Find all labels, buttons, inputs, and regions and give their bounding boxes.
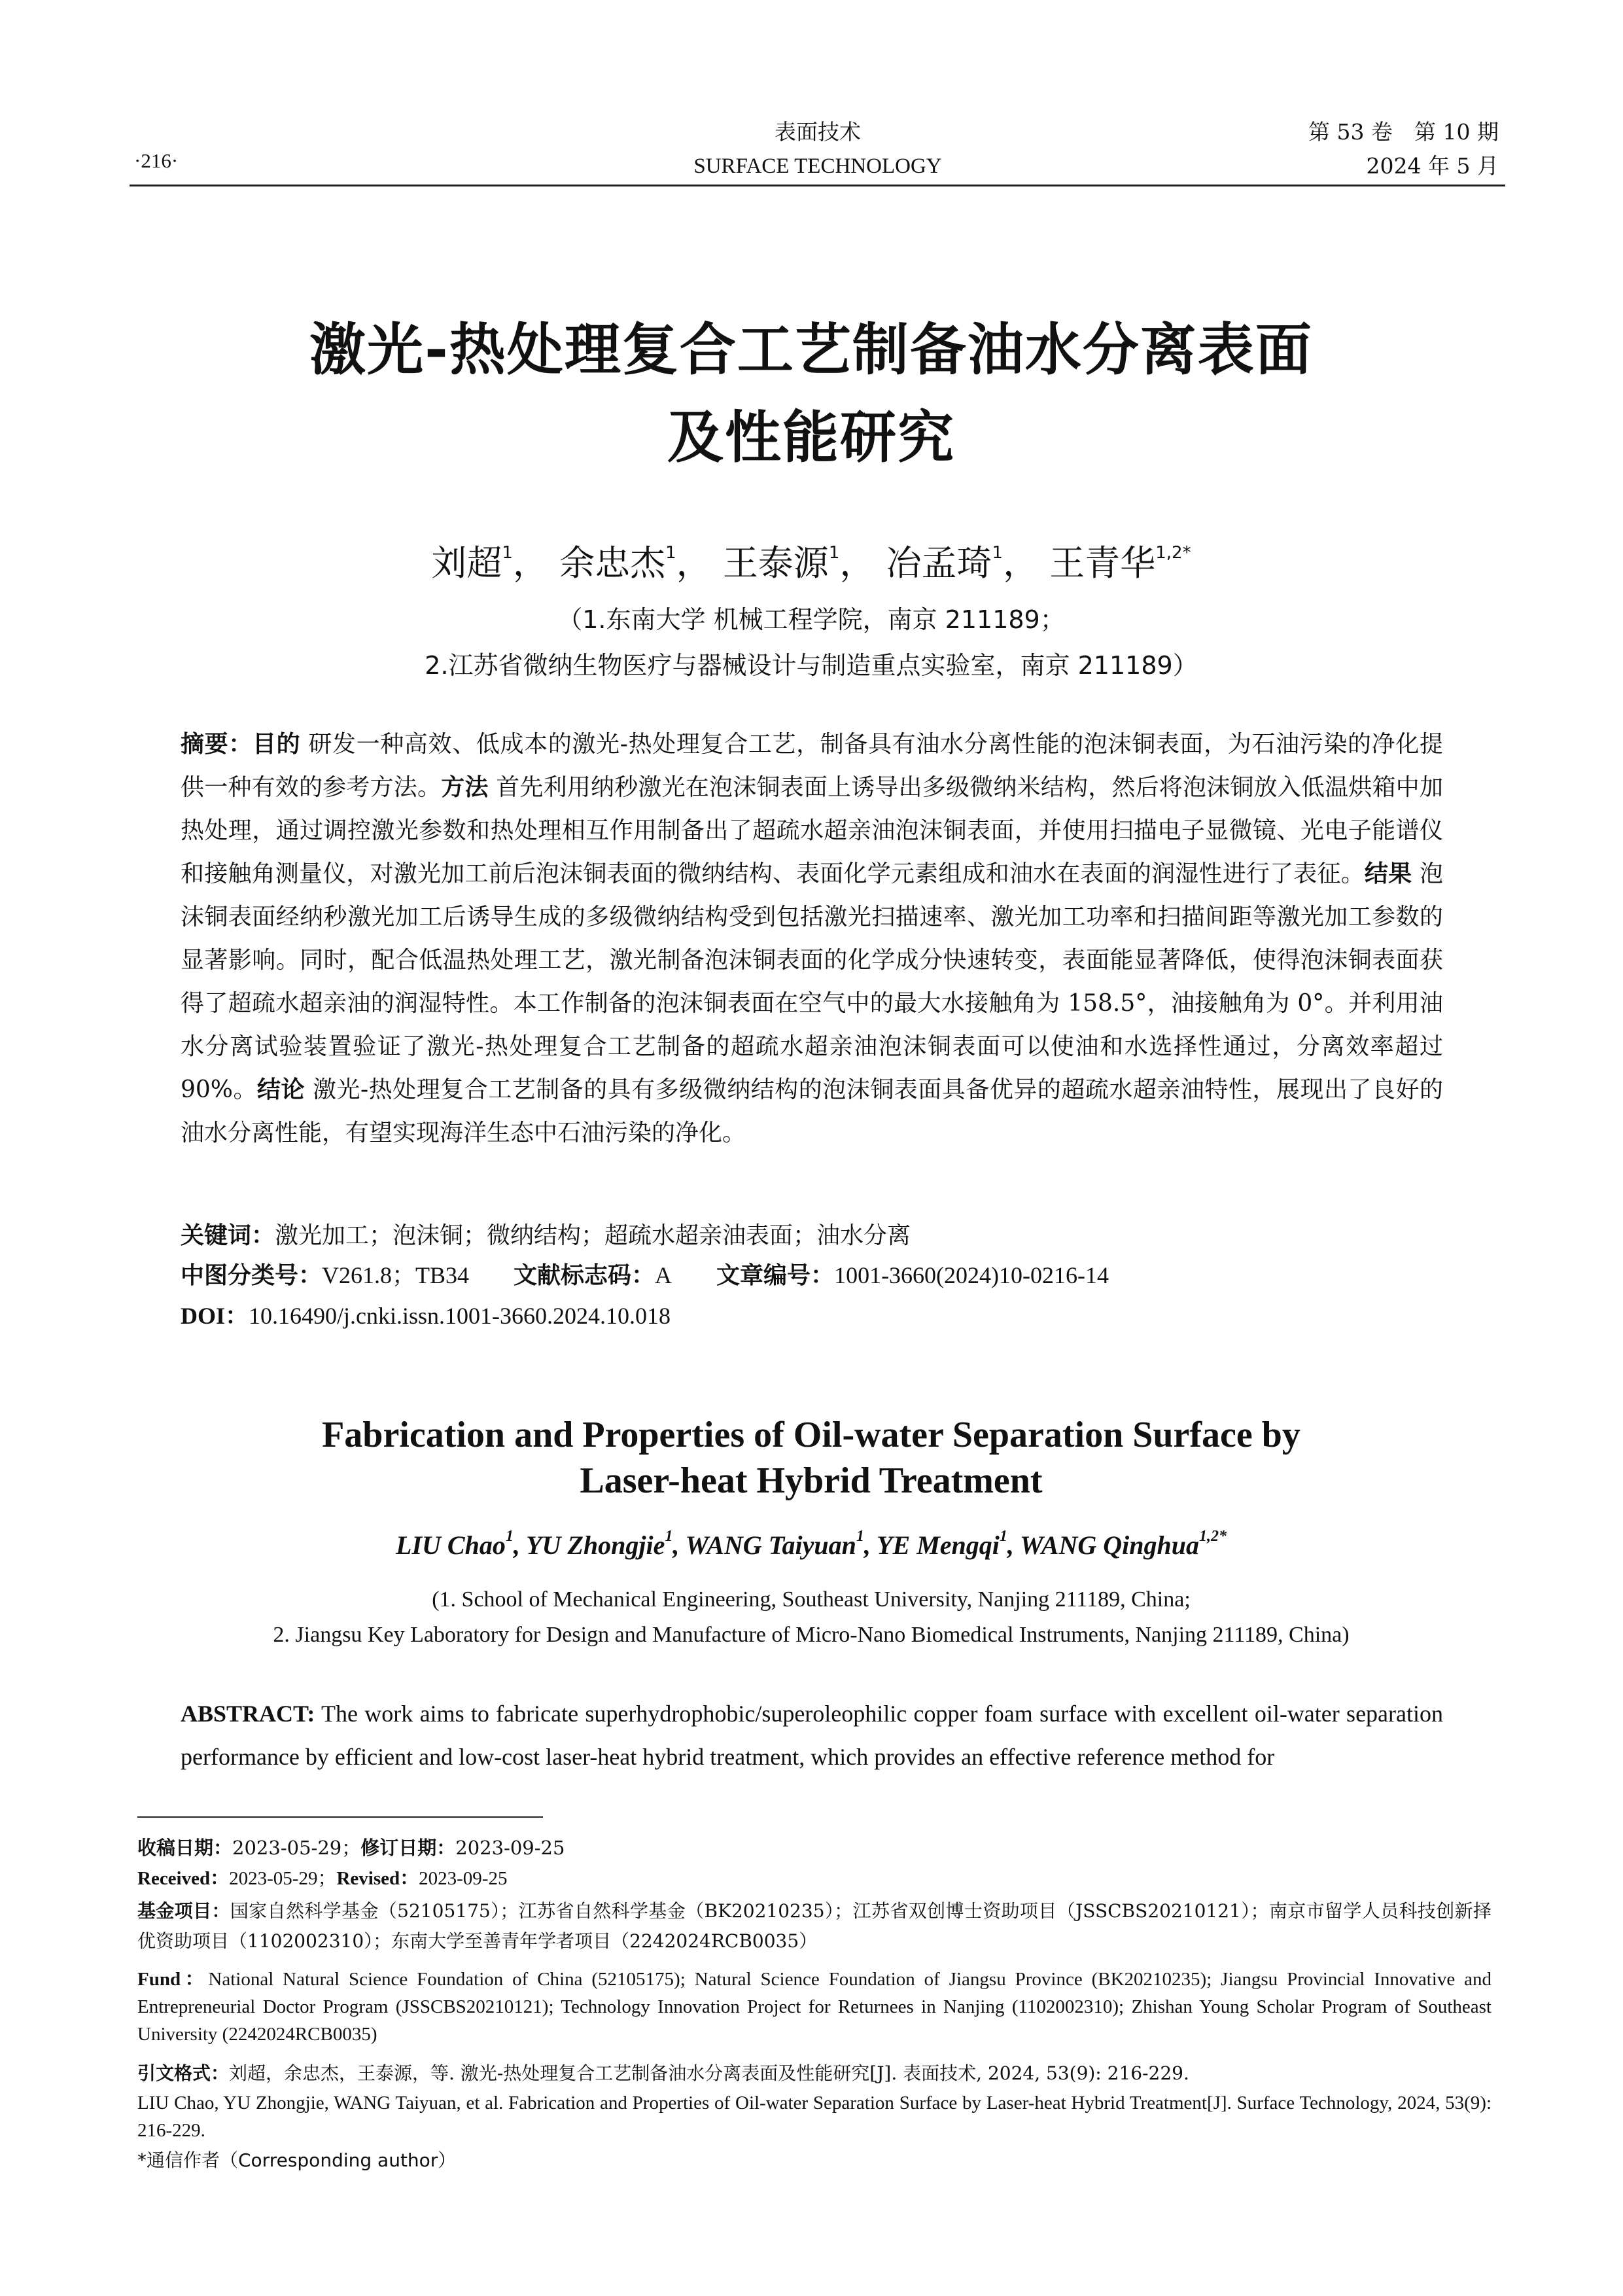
doc-code-value: A [655, 1262, 672, 1288]
citation-en: LIU Chao, YU Zhongjie, WANG Taiyuan, et al. Fabrication and Properties of Oil-water Separation Surface by Laser-heat Hybrid Treatment[J]. Surface Technology, 2024, 53(9): 216-229. [137, 2093, 1492, 2141]
journal-name-en: SURFACE TECHNOLOGY [693, 154, 942, 178]
issue-date: 2024 年 5 月 [1366, 153, 1499, 179]
revised-en-label: Revised： [336, 1868, 419, 1889]
citation-cn [137, 2060, 1492, 2087]
citation-cn-label: 引文格式： [137, 2062, 230, 2084]
abstract-label: 摘要： [181, 731, 253, 758]
article-no-label: 文章编号： [716, 1262, 835, 1289]
author-sup: 1 [999, 1528, 1007, 1545]
author-cn: 余忠杰 [559, 542, 666, 584]
received-en-label: Received： [137, 1868, 230, 1889]
affiliation-cn-line1: （1.东南大学 机械工程学院，南京 211189； [557, 605, 1065, 634]
abstract-en [181, 1692, 1443, 1778]
fund-en [137, 1966, 1492, 2048]
affiliation-en-line2: 2. Jiangsu Key Laboratory for Design and Manufacture of Micro-Nano Biomedical Instruments, Nanjing 211189, China) [273, 1623, 1350, 1647]
journal-header [680, 115, 955, 183]
author-sup: 1 [992, 543, 1003, 563]
footnote-rule [137, 1816, 543, 1818]
keywords-label: 关键词： [181, 1222, 275, 1249]
keywords [181, 1217, 1443, 1255]
fund-cn-label: 基金项目： [137, 1900, 230, 1922]
author-sup: 1 [828, 543, 840, 563]
page-number: ·216· [134, 149, 179, 172]
revised-cn-label: 修订日期： [360, 1837, 456, 1859]
purpose-text: 研发一种高效、低成本的激光-热处理复合工艺，制备具有油水分离性能的泡沫铜表面，为石油污染的净化提供一种有效的参考方法。 [181, 731, 1443, 801]
volume-issue: 第 53 卷 第 10 期 [1308, 119, 1499, 145]
author-en: YU Zhongjie [526, 1530, 665, 1560]
author-cn: 刘超 [431, 542, 502, 584]
author-cn: 王青华 [1049, 542, 1156, 584]
author-sup: 1,2* [1198, 1528, 1227, 1545]
conclusion-label: 结论 [257, 1076, 305, 1103]
clc-value: V261.8；TB34 [322, 1262, 470, 1288]
received-cn-date: 2023-05-29； [232, 1837, 361, 1859]
revised-en-date: 2023-09-25 [419, 1868, 508, 1889]
authors-cn: 刘超$^1$， 余忠杰$^1$， 王泰源$^1$， 冶孟琦$^1$， 王青华$^{1,2*}$ [431, 542, 1191, 584]
fund-en-label: Fund： [137, 1969, 209, 1990]
fund-cn-text: 国家自然科学基金（52105175）；江苏省自然科学基金（BK20210235）；江苏省双创博士资助项目（JSSCBS20210121）；南京市留学人员科技创新择优资助项目（1102002310）；东南大学至善青年学者项目（2242024RCB0035） [137, 1900, 1492, 1952]
author-en: YE Mengqi [877, 1530, 1000, 1560]
doc-code-label: 文献标志码： [514, 1262, 655, 1289]
affiliation-cn-line2: 2.江苏省微纳生物医疗与器械设计与制造重点实验室，南京 211189） [425, 651, 1198, 680]
article-no-value: 1001-3660(2024)10-0216-14 [834, 1262, 1109, 1288]
method-label: 方法 [441, 774, 489, 801]
title-cn-line1: 激光-热处理复合工艺制备油水分离表面 [309, 317, 1313, 383]
author-sup: 1,2* [1155, 543, 1191, 563]
revised-cn-date: 2023-09-25 [455, 1837, 565, 1859]
received-cn [137, 1834, 1492, 1862]
affiliations-en [164, 1582, 1459, 1653]
result-label: 结果 [1364, 860, 1412, 887]
received-en-date: 2023-05-29； [229, 1868, 337, 1889]
received-en [137, 1865, 1492, 1892]
author-sup: 1 [665, 543, 676, 563]
affiliations-cn [196, 597, 1426, 688]
author-en: LIU Chao [396, 1530, 506, 1560]
title-cn-line2: 及性能研究 [667, 405, 955, 470]
author-sup: 1 [856, 1528, 864, 1545]
author-sup: 1 [665, 1528, 673, 1545]
authors-en: LIU Chao$^1$, YU Zhongjie$^1$, WANG Taiyuan$^1$, YE Mengqi$^1$, WANG Qinghua$^{1,2*}$ [396, 1528, 1227, 1560]
title-en-line2: Laser-heat Hybrid Treatment [580, 1460, 1043, 1501]
author-en: WANG Taiyuan [685, 1530, 856, 1560]
classification-line [181, 1256, 1443, 1295]
author-cn: 王泰源 [722, 542, 829, 584]
issue-info [1308, 115, 1499, 183]
conclusion-text: 激光-热处理复合工艺制备的具有多级微纳结构的泡沫铜表面具备优异的超疏水超亲油特性，展现出了良好的油水分离性能，有望实现海洋生态中石油污染的净化。 [181, 1076, 1443, 1146]
header-rule [130, 185, 1505, 186]
fund-cn [137, 1896, 1492, 1956]
abstract-cn [181, 723, 1443, 1155]
corresponding-author: *通信作者（Corresponding author） [137, 2149, 457, 2171]
citation-cn-text: 刘超，余忠杰，王泰源，等. 激光-热处理复合工艺制备油水分离表面及性能研究[J]. 表面技术, 2024, 53(9): 216-229. [229, 2062, 1189, 2084]
abstract-en-text: The work aims to fabricate superhydrophobic/superoleophilic copper foam surface with excellent oil-water separation performance by efficient and low-cost laser-heat hybrid treatment, which provides an effective reference method for [181, 1701, 1443, 1770]
affiliation-en-line1: (1. School of Mechanical Engineering, Southeast University, Nanjing 211189, China; [432, 1587, 1191, 1612]
doi-label: DOI： [181, 1303, 249, 1329]
method-text: 首先利用纳秒激光在泡沫铜表面上诱导出多级微纳米结构，然后将泡沫铜放入低温烘箱中加热处理，通过调控激光参数和热处理相互作用制备出了超疏水超亲油泡沫铜表面，并使用扫描电子显微镜、光电子能谱仪和接触角测量仪，对激光加工前后泡沫铜表面的微纳结构、表面化学元素组成和油水在表面的润湿性进行了表征。 [181, 774, 1443, 887]
keywords-text: 激光加工；泡沫铜；微纳结构；超疏水超亲油表面；油水分离 [275, 1222, 911, 1249]
title-cn [196, 306, 1426, 482]
fund-en-text: National Natural Science Foundation of China (52105175); Natural Science Foundation of Jiangsu Province (BK20210235); Jiangsu Provincial Innovative and Entrepreneurial Doctor Program (JSSCBS20210121); Technology Innovation Project for Returnees in Nanjing (1102002310); Zhishan Young Scholar Program of Southeast University (2242024RCB0035) [137, 1969, 1492, 2045]
title-en-line1: Fabrication and Properties of Oil-water Separation Surface by [322, 1415, 1300, 1455]
author-en: WANG Qinghua [1020, 1530, 1199, 1560]
author-cn: 冶孟琦 [886, 542, 992, 584]
author-sup: 1 [505, 1528, 514, 1545]
abstract-en-label: ABSTRACT: [181, 1701, 315, 1727]
author-sup: 1 [502, 543, 513, 563]
doi-line [181, 1297, 1443, 1335]
clc-label: 中图分类号： [181, 1262, 323, 1289]
doi-link[interactable]: 10.16490/j.cnki.issn.1001-3660.2024.10.018 [249, 1303, 671, 1329]
journal-name-cn: 表面技术 [775, 119, 861, 145]
result-text: 泡沫铜表面经纳秒激光加工后诱导生成的多级微纳结构受到包括激光扫描速率、激光加工功率和扫描间距等激光加工参数的显著影响。同时，配合低温热处理工艺，激光制备泡沫铜表面的化学成分快速转变，表面能显著降低，使得泡沫铜表面获得了超疏水超亲油的润湿特性。本工作制备的泡沫铜表面在空气中的最大水接触角为 158.5°，油接触角为 0°。并利用油水分离试验装置验证了激光-热处理复合工艺制备的超疏水超亲油泡沫铜表面可以使油和水选择性通过，分离效率超过 90%。 [181, 860, 1443, 1103]
title-en [196, 1412, 1426, 1504]
purpose-label: 目的 [252, 731, 301, 758]
received-cn-label: 收稿日期： [137, 1837, 233, 1859]
